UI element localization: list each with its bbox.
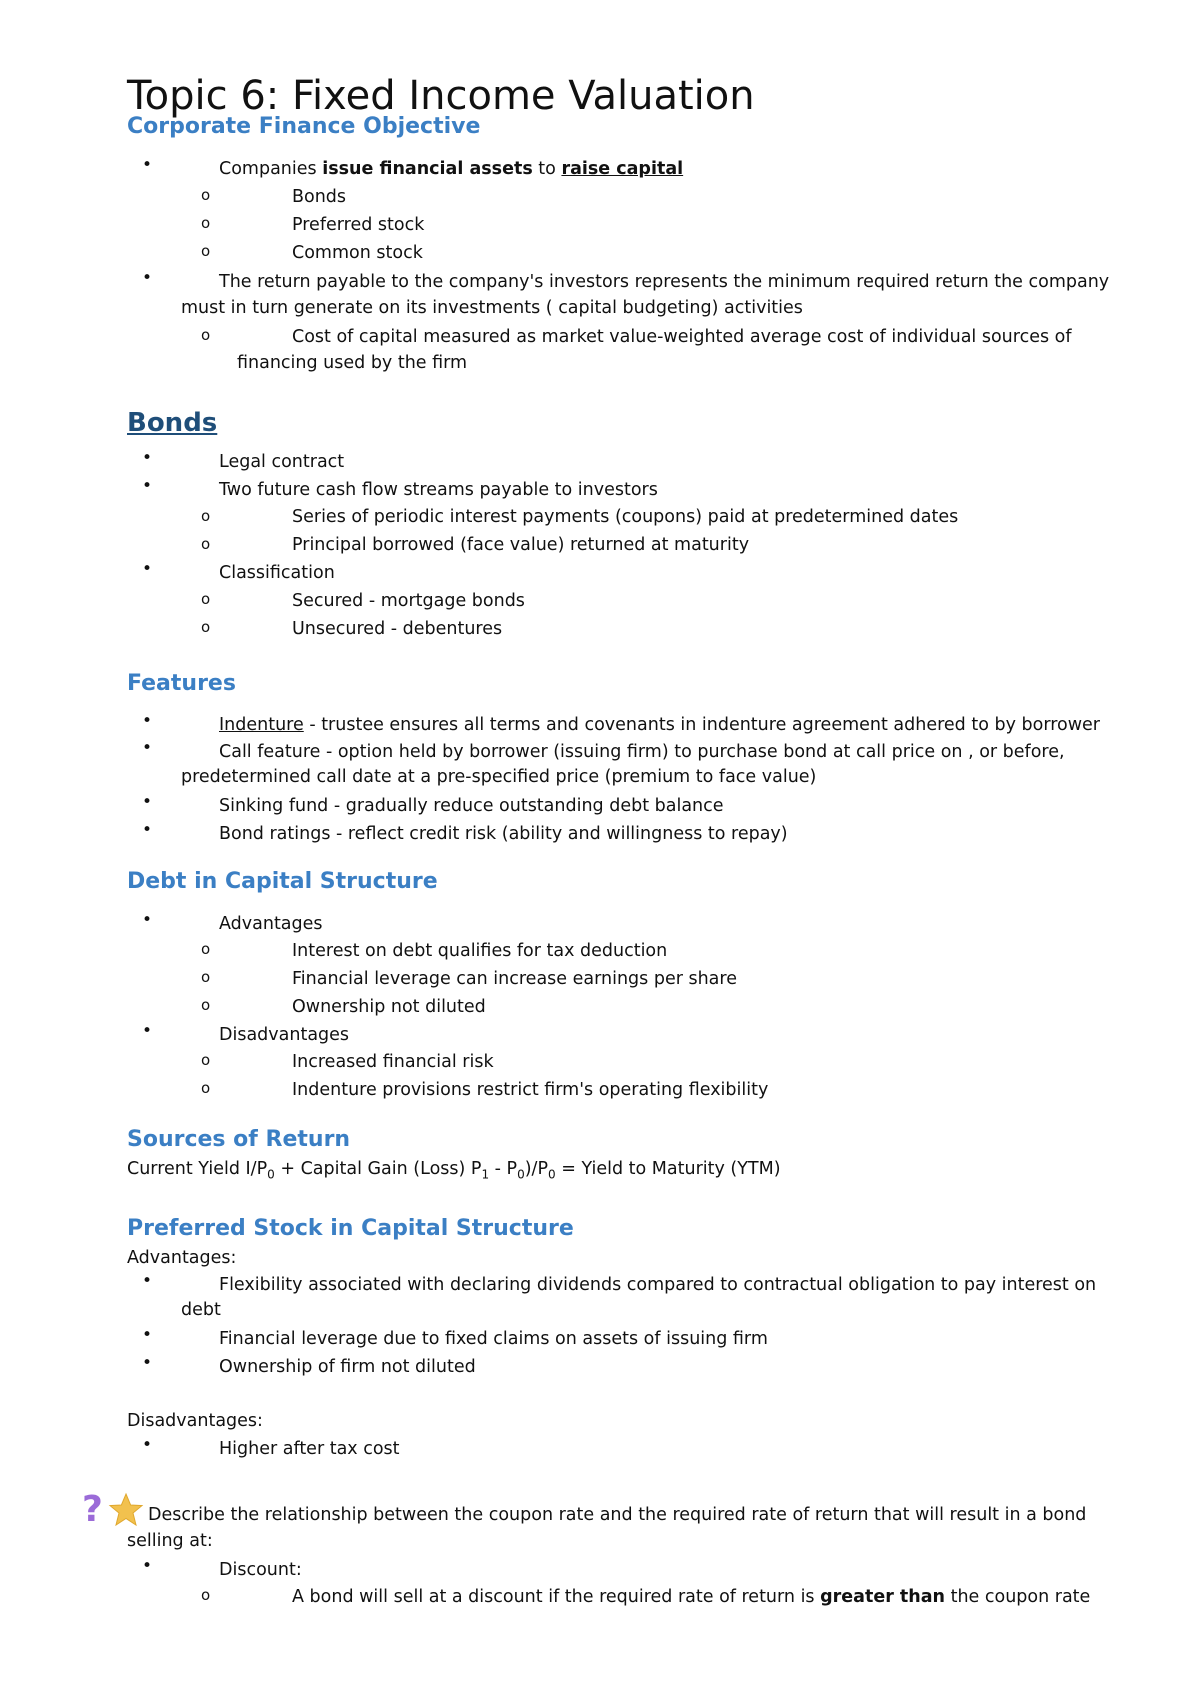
bullet-icon: • [142, 155, 153, 175]
list-item: Financial leverage can increase earnings per share [292, 969, 737, 989]
list-item-continuation: debt [181, 1300, 221, 1320]
page-title: Topic 6: Fixed Income Valuation [127, 73, 755, 119]
list-item: Companies issue financial assets to raise capital [219, 159, 684, 179]
list-item: Series of periodic interest payments (coupons) paid at predetermined dates [292, 507, 959, 527]
list-item: Interest on debt qualifies for tax deduction [292, 941, 668, 961]
list-item: Two future cash flow streams payable to investors [219, 480, 658, 500]
heading-preferred-stock: Preferred Stock in Capital Structure [127, 1216, 574, 1241]
list-item: Indenture provisions restrict firm's operating flexibility [292, 1080, 769, 1100]
circle-bullet-icon: o [201, 940, 211, 958]
bullet-icon: • [142, 559, 153, 579]
bullet-icon: • [142, 1556, 153, 1576]
heading-features: Features [127, 671, 236, 696]
bullet-icon: • [142, 1021, 153, 1041]
list-item: Common stock [292, 243, 423, 263]
question-text: Describe the relationship between the coupon rate and the required rate of return that will result in a bond [148, 1505, 1087, 1525]
heading-sources-of-return: Sources of Return [127, 1127, 351, 1152]
list-item-continuation: must in turn generate on its investments ( capital budgeting) activities [181, 298, 803, 318]
list-item-continuation: financing used by the firm [237, 353, 468, 373]
list-item: Bonds [292, 187, 347, 207]
circle-bullet-icon: o [201, 996, 211, 1014]
star-icon [108, 1492, 144, 1528]
list-item: Higher after tax cost [219, 1439, 400, 1459]
heading-debt-capital-structure: Debt in Capital Structure [127, 869, 438, 894]
heading-corporate-finance: Corporate Finance Objective [127, 114, 481, 139]
list-item: Flexibility associated with declaring dividends compared to contractual obligation to pay interest on [219, 1275, 1097, 1295]
list-item: Cost of capital measured as market value-weighted average cost of individual sources of [292, 327, 1072, 347]
list-item: Discount: [219, 1560, 302, 1580]
list-item: Increased financial risk [292, 1052, 494, 1072]
bullet-icon: • [142, 268, 153, 288]
list-item: Legal contract [219, 452, 345, 472]
circle-bullet-icon: o [201, 214, 211, 232]
list-item: Classification [219, 563, 335, 583]
circle-bullet-icon: o [201, 242, 211, 260]
bullet-icon: • [142, 476, 153, 496]
list-item: Unsecured - debentures [292, 619, 503, 639]
bullet-icon: • [142, 1353, 153, 1373]
question-text-continuation: selling at: [127, 1531, 213, 1551]
bullet-icon: • [142, 820, 153, 840]
circle-bullet-icon: o [201, 618, 211, 636]
list-item: Secured - mortgage bonds [292, 591, 525, 611]
list-item: Call feature - option held by borrower (issuing firm) to purchase bond at call price on , or before, [219, 742, 1065, 762]
list-item: Disadvantages [219, 1025, 350, 1045]
bullet-icon: • [142, 738, 153, 758]
list-item: Sinking fund - gradually reduce outstanding debt balance [219, 796, 724, 816]
formula-line: Current Yield $I/P_0$ + Capital Gain (Loss) $P_1 - P_0)/P_0$ = Yield to Maturity (YTM) [127, 1159, 781, 1182]
list-item: A bond will sell at a discount if the required rate of return is greater than the coupon rate [292, 1587, 1091, 1607]
bullet-icon: • [142, 792, 153, 812]
heading-bonds: Bonds [127, 408, 218, 438]
list-item: Advantages [219, 914, 323, 934]
circle-bullet-icon: o [201, 1079, 211, 1097]
circle-bullet-icon: o [201, 590, 211, 608]
circle-bullet-icon: o [201, 326, 211, 344]
list-item-continuation: predetermined call date at a pre-specified price (premium to face value) [181, 767, 817, 787]
bullet-icon: • [142, 1435, 153, 1455]
circle-bullet-icon: o [201, 507, 211, 525]
question-mark-icon: ? [82, 1489, 103, 1530]
circle-bullet-icon: o [201, 535, 211, 553]
list-item: Ownership not diluted [292, 997, 486, 1017]
subheading-advantages: Advantages: [127, 1248, 237, 1268]
circle-bullet-icon: o [201, 1051, 211, 1069]
circle-bullet-icon: o [201, 1586, 211, 1604]
list-item: Indenture - trustee ensures all terms and covenants in indenture agreement adhered to by borrower [219, 715, 1100, 735]
list-item: The return payable to the company's investors represents the minimum required return the company [219, 272, 1110, 292]
list-item: Preferred stock [292, 215, 425, 235]
bullet-icon: • [142, 448, 153, 468]
bullet-icon: • [142, 1325, 153, 1345]
raise-capital-text: raise capital [561, 159, 684, 179]
circle-bullet-icon: o [201, 186, 211, 204]
subheading-disadvantages: Disadvantages: [127, 1411, 263, 1431]
bullet-icon: • [142, 1271, 153, 1291]
list-item: Bond ratings - reflect credit risk (ability and willingness to repay) [219, 824, 788, 844]
bullet-icon: • [142, 711, 153, 731]
list-item: Ownership of firm not diluted [219, 1357, 476, 1377]
bullet-icon: • [142, 910, 153, 930]
list-item: Financial leverage due to fixed claims on assets of issuing firm [219, 1329, 768, 1349]
list-item: Principal borrowed (face value) returned at maturity [292, 535, 750, 555]
circle-bullet-icon: o [201, 968, 211, 986]
